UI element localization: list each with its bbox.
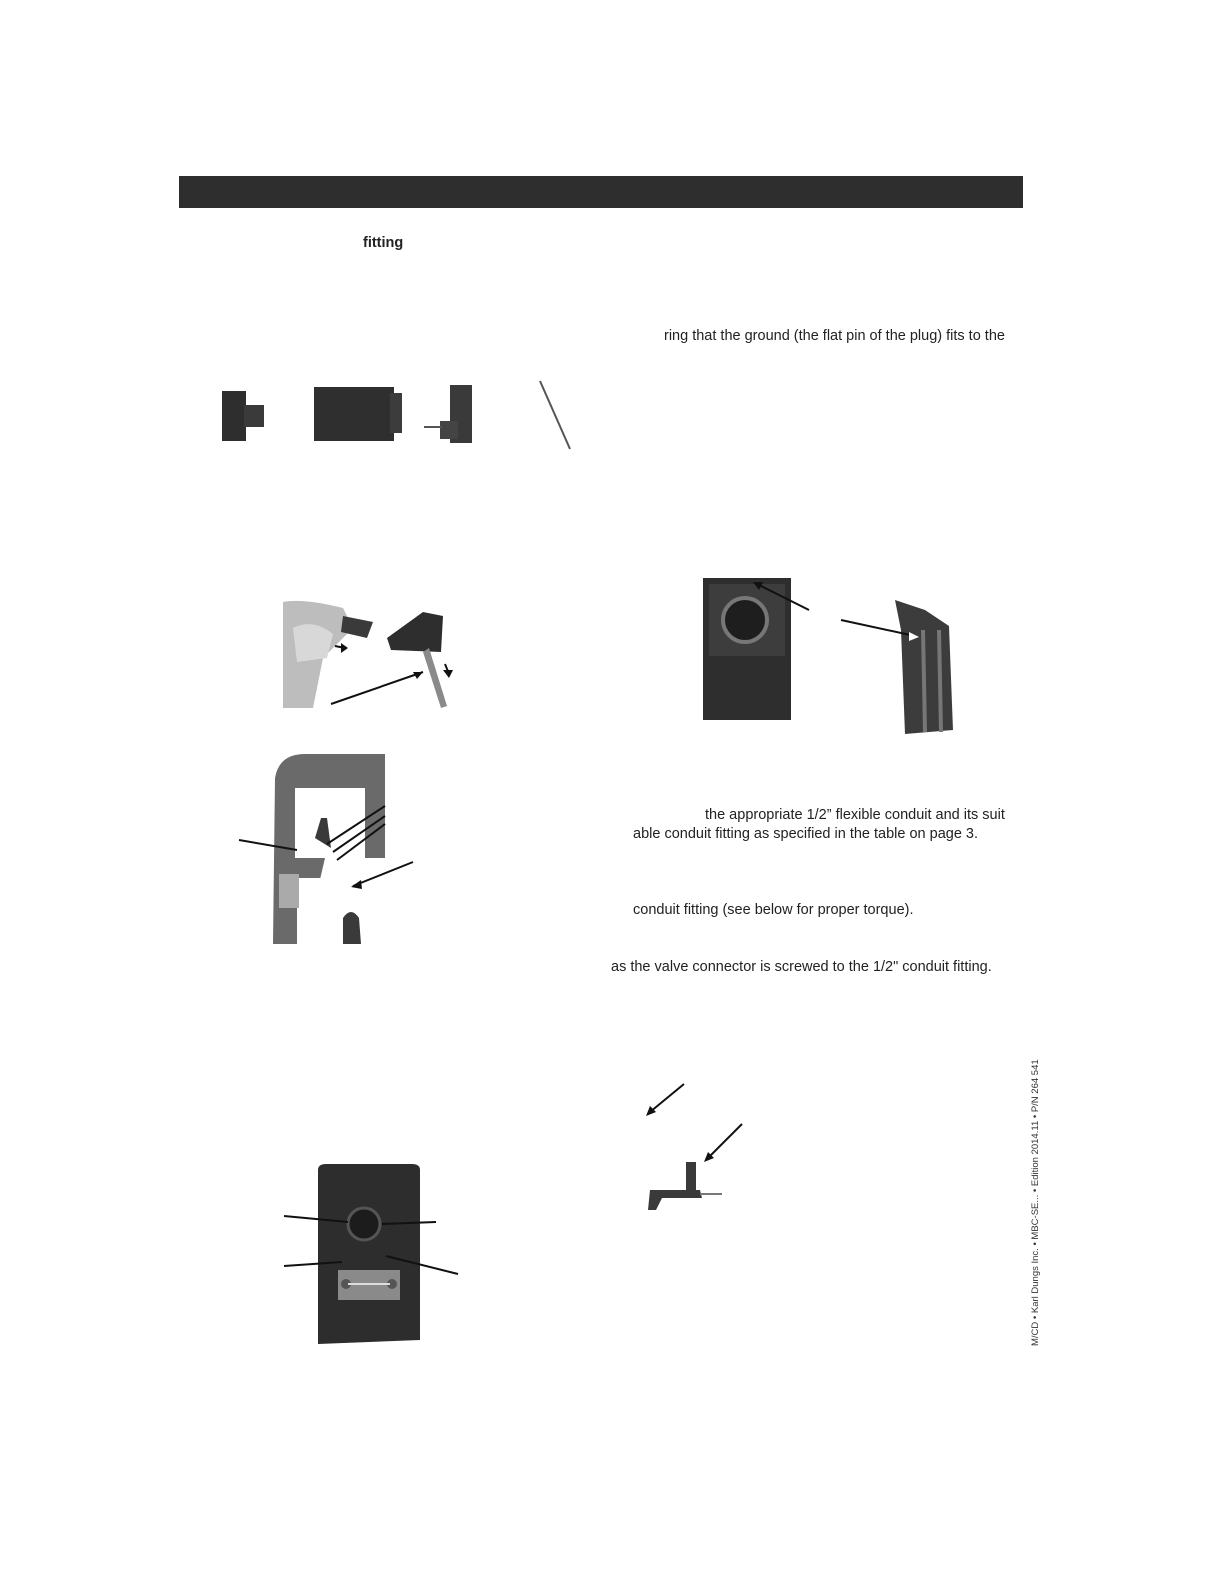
terminal-insert-part [424,385,472,443]
valve-connector-note: as the valve connector is screwed to the 1/2" conduit fitting. [611,959,992,975]
ground-pin-note: ring that the ground (the flat pin of the plug) fits to the [664,328,1005,344]
ground-pin-photo [695,570,985,745]
conduit-instruction-line-1: the appropriate 1/2” flexible conduit and its suit [705,807,1005,823]
gland-nut-part [222,391,264,441]
insert-removal-photo [283,598,453,710]
conduit-fitting-torque-note: conduit fitting (see below for proper torque). [633,902,914,918]
section-heading-fragment: fitting [363,235,404,251]
connector-interior-photo [282,1160,464,1350]
conduit-instruction-line-2: able conduit fitting as specified in the table on page 3. [633,826,979,842]
document-reference-footer: M/CD • Karl Dungs Inc. • MBC-SE... • Edition 2014.11 • P/N 264 541 [1030,1059,1041,1346]
seal-detail-photo [640,1080,750,1215]
screw-part [540,381,570,449]
connector-parts-photo [210,375,590,455]
connector-housing-part [314,387,402,441]
open-connector-photo [235,748,425,948]
section-header-bar [179,176,1023,208]
